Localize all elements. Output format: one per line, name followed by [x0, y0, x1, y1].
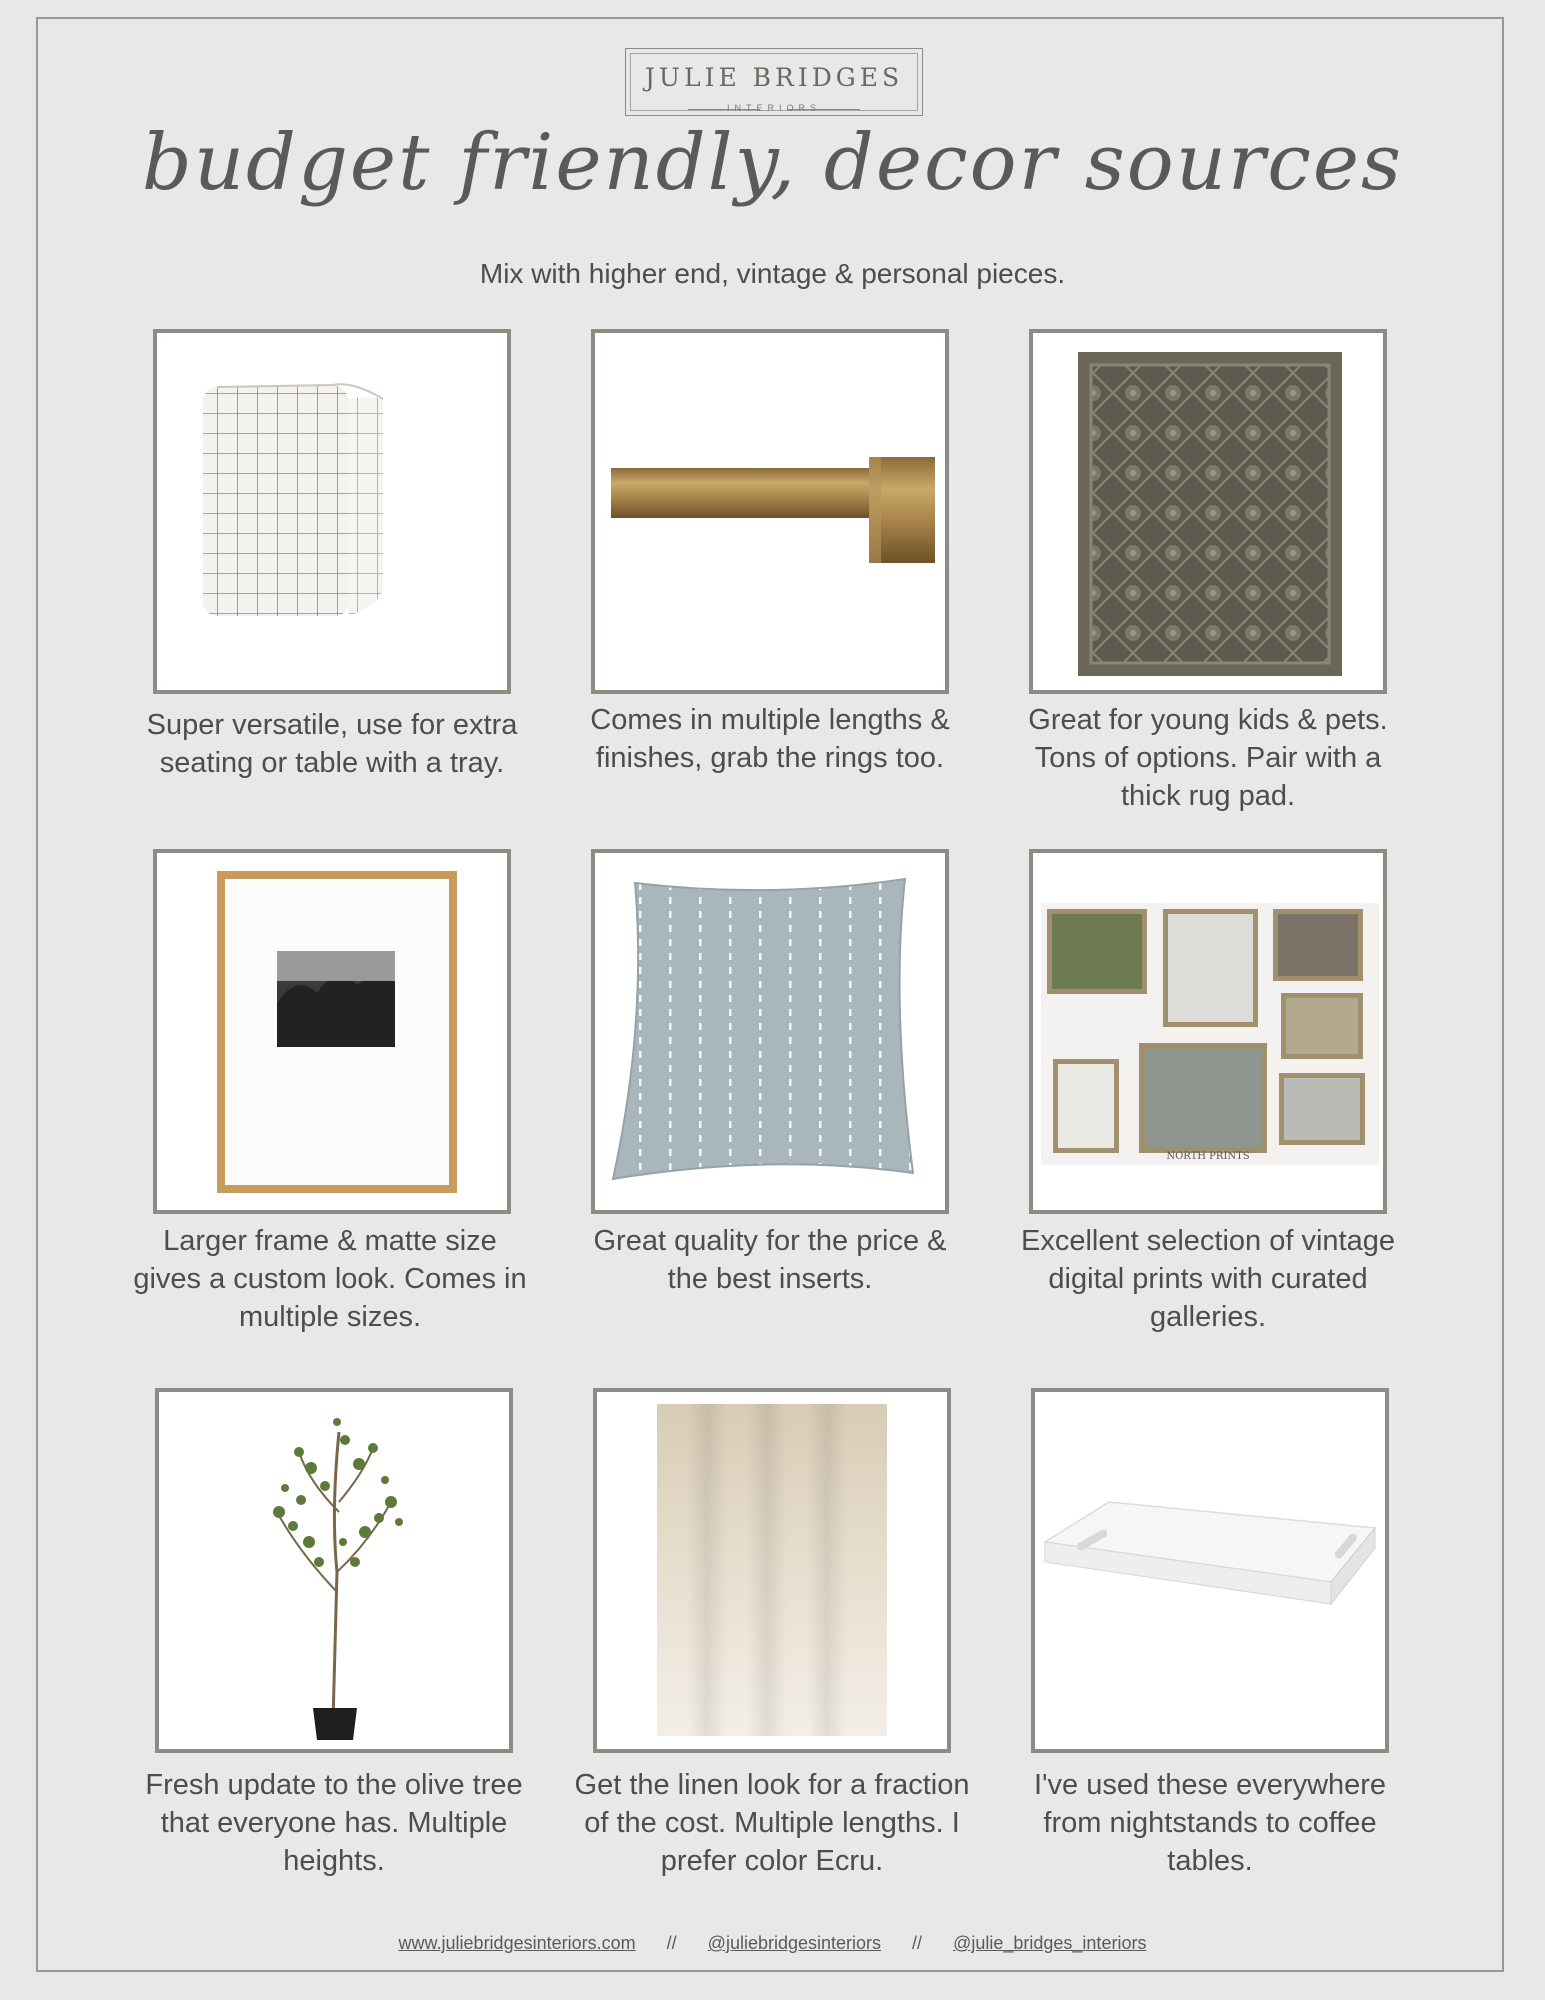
page-subtitle: Mix with higher end, vintage & personal pieces. [479, 258, 1066, 289]
caption-linen-curtain: Get the linen look for a fraction of the cost. Multiple lengths. I prefer color Ecru. [574, 1769, 970, 1877]
card-linen-curtain[interactable] [593, 1388, 951, 1753]
footer-separator: // [912, 1933, 923, 1953]
caption-pillow: Great quality for the price & the best inserts. [593, 1225, 947, 1295]
caption-faux-tree: Fresh update to the olive tree that everyone has. Multiple heights. [145, 1769, 523, 1877]
brand-logo [625, 48, 923, 116]
pouf-image [157, 333, 507, 690]
card-picture-frame[interactable] [153, 849, 511, 1214]
curtain-rod-image [595, 333, 945, 690]
caption-picture-frame: Larger frame & matte size gives a custom look. Comes in multiple sizes. [133, 1225, 527, 1333]
card-rug[interactable] [1029, 329, 1387, 694]
footer-separator: // [666, 1933, 677, 1953]
rug-image [1033, 333, 1383, 690]
website-link[interactable]: www.juliebridgesinteriors.com [398, 1933, 636, 1953]
caption-rug: Great for young kids & pets. Tons of options. Pair with a thick rug pad. [1028, 704, 1388, 812]
caption-serving-tray: I've used these everywhere from nightstands to coffee tables. [1033, 1769, 1387, 1877]
card-serving-tray[interactable] [1031, 1388, 1389, 1753]
card-gallery-prints[interactable] [1029, 849, 1387, 1214]
brand-sub: INTERIORS [726, 103, 821, 113]
card-pouf[interactable] [153, 329, 511, 694]
caption-gallery-prints: Excellent selection of vintage digital prints with curated galleries. [1021, 1225, 1395, 1333]
instagram-link[interactable]: @juliebridgesinteriors [707, 1933, 882, 1953]
social-link[interactable]: @julie_bridges_interiors [953, 1933, 1147, 1953]
caption-pouf: Super versatile, use for extra seating or table with a tray. [146, 709, 518, 779]
card-pillow[interactable] [591, 849, 949, 1214]
footer [0, 1933, 1545, 1954]
serving-tray-image [1035, 1392, 1385, 1749]
caption-curtain-rod: Comes in multiple lengths & finishes, grab the rings too. [590, 704, 950, 774]
gallery-watermark: NORTH PRINTS [1166, 1151, 1250, 1162]
pillow-image [595, 853, 945, 1210]
picture-frame-image [157, 853, 507, 1210]
card-curtain-rod[interactable] [591, 329, 949, 694]
card-faux-tree[interactable] [155, 1388, 513, 1753]
linen-curtain-image [597, 1392, 947, 1749]
faux-tree-image [159, 1392, 509, 1749]
page-title: budget friendly, decor sources [141, 118, 1404, 208]
brand-name: JULIE BRIDGES [644, 63, 904, 92]
gallery-prints-image [1033, 853, 1383, 1210]
